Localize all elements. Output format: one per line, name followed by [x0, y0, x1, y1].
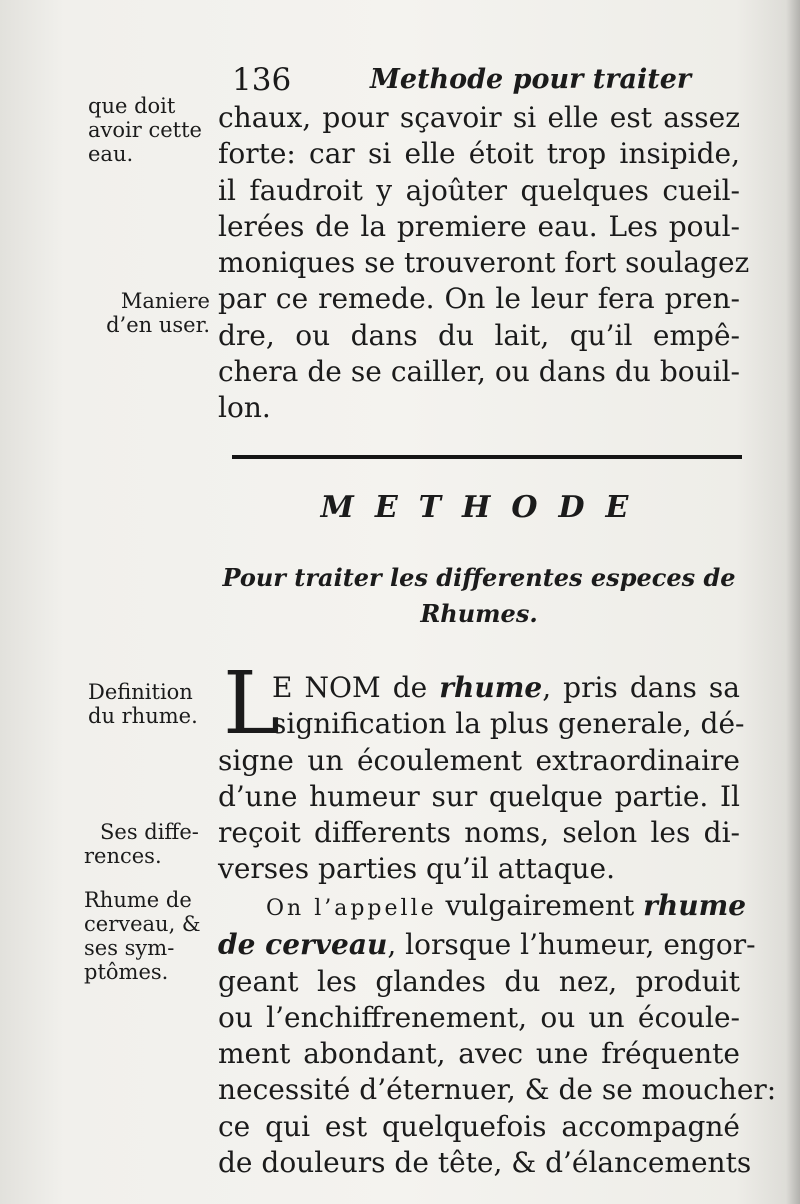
paragraph-3 — [218, 888, 777, 1181]
margin-note-line: ses sym- — [84, 936, 175, 960]
page-header — [222, 62, 742, 102]
margin-note-line: que doit — [88, 94, 176, 118]
margin-note-water — [88, 94, 202, 166]
margin-note-definition — [88, 680, 198, 728]
section-rule — [232, 455, 742, 459]
text-line: ou l’enchiffrenement, ou un écoule- — [218, 1000, 740, 1034]
drop-cap: L — [223, 654, 281, 754]
text-line: signe un écoulement extraordinaire — [218, 743, 740, 777]
text-line: necessité d’éternuer, & de se moucher: — [218, 1073, 777, 1107]
page-number: 136 — [232, 62, 292, 98]
text-line: chaux, pour sçavoir si elle est assez — [218, 101, 740, 134]
margin-note-line: cerveau, & — [84, 912, 201, 936]
text-line: lon. — [218, 391, 271, 425]
text-run: E NOM de — [272, 671, 440, 704]
margin-note-line: ptômes. — [84, 960, 169, 984]
margin-note-usage — [106, 289, 210, 337]
text-line — [218, 927, 756, 963]
paragraph-1 — [218, 100, 750, 427]
margin-note-differences — [84, 820, 199, 868]
small-caps-run: On l’appelle — [266, 896, 437, 921]
margin-note-line: eau. — [88, 142, 134, 166]
margin-note-line: rences. — [84, 844, 162, 868]
margin-note-line: Rhume de — [84, 888, 192, 912]
text-line: moniques se trouveront fort soulagez — [218, 246, 750, 280]
text-line: signification la plus generale, dé- — [272, 707, 745, 741]
text-run: vulgairement — [436, 889, 644, 922]
margin-note-line: Definition — [88, 680, 193, 704]
text-line: dre, ou dans du lait, qu’il empê- — [218, 318, 740, 352]
text-line: d’une humeur sur quelque partie. Il — [218, 779, 740, 813]
text-line: il faudroit y ajoûter quelques cueil- — [218, 173, 740, 207]
subtitle-line: Rhumes. — [420, 599, 538, 628]
text-line: geant les glandes du nez, produit — [218, 964, 740, 998]
margin-note-line: Maniere — [120, 289, 210, 313]
text-line: verses parties qu’il attaque. — [218, 852, 616, 886]
margin-note-line: Ses diffe- — [100, 820, 199, 844]
section-title: METHODE — [320, 490, 650, 525]
section-subtitle — [218, 560, 740, 632]
text-line: reçoit differents noms, selon les di- — [218, 816, 740, 850]
margin-note-line: avoir cette — [88, 118, 202, 142]
text-line: de douleurs de tête, & d’élancements — [218, 1146, 752, 1180]
italic-term: de cerveau — [218, 928, 388, 962]
margin-note-head-cold — [84, 888, 201, 984]
text-line: lerées de la premiere eau. Les poul- — [218, 209, 740, 243]
margin-note-line: du rhume. — [88, 704, 198, 728]
text-line — [218, 888, 747, 927]
paragraph-2 — [218, 670, 745, 888]
text-line: ce qui est quelquefois accompagné — [218, 1109, 740, 1143]
running-title: Methode pour traiter — [370, 64, 692, 95]
margin-note-line: d’en user. — [106, 313, 210, 337]
text-line: par ce remede. On le leur fera pren- — [218, 282, 740, 316]
subtitle-line: Pour traiter les differentes especes de — [222, 563, 736, 592]
text-line: forte: car si elle étoit trop insipide, — [218, 137, 740, 171]
text-line: ment abondant, avec une fréquente — [218, 1037, 740, 1071]
text-run: , pris dans sa — [542, 671, 740, 704]
italic-term: rhume — [439, 671, 543, 704]
text-line: chera de se cailler, ou dans du bouil- — [218, 355, 740, 389]
text-run: , lorsque l’humeur, engor- — [387, 928, 756, 962]
text-line — [218, 670, 740, 706]
italic-term: rhume — [643, 889, 747, 922]
